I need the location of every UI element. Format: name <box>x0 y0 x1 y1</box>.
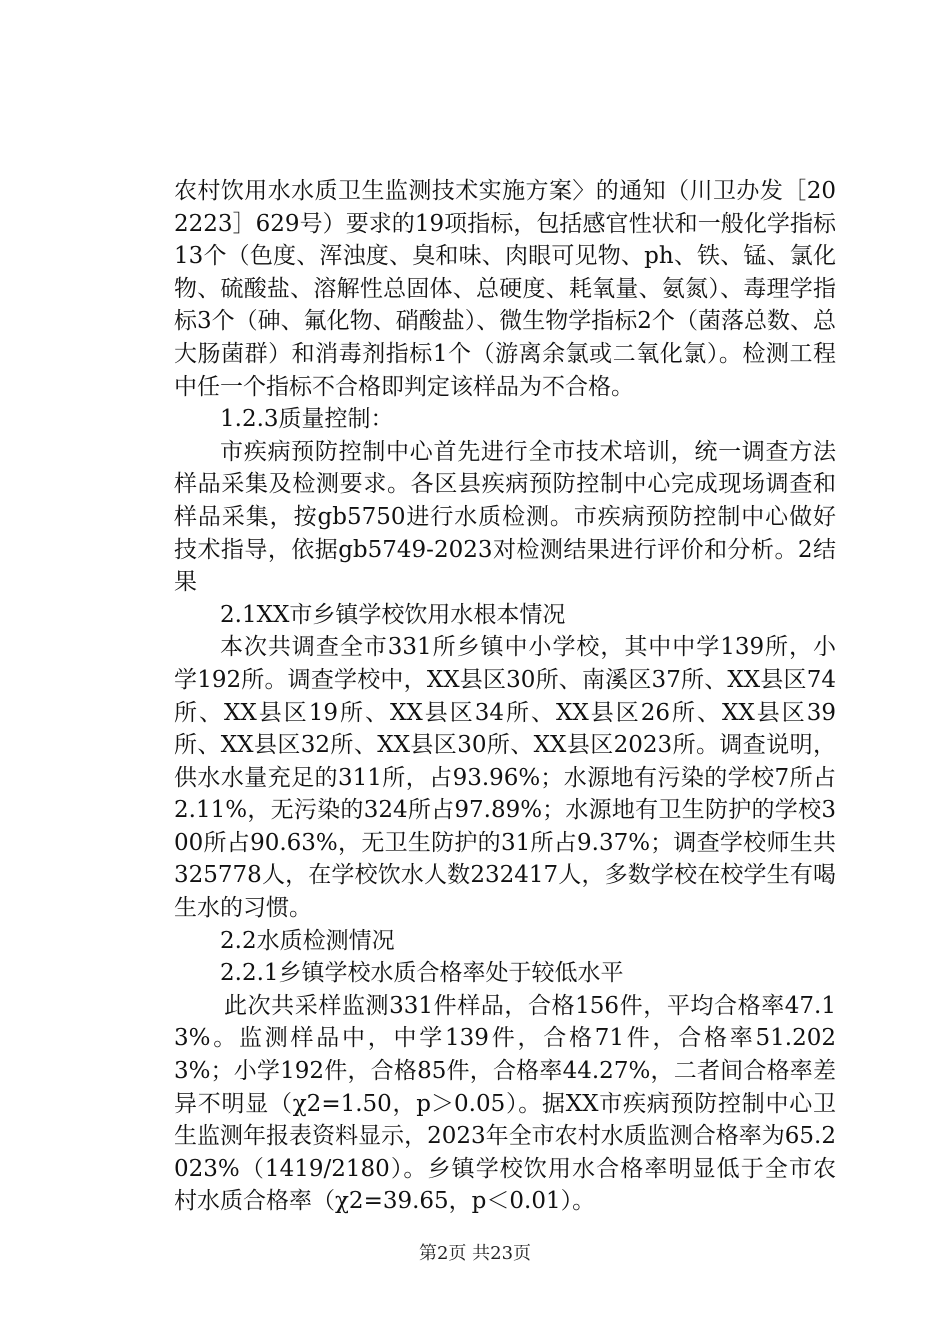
document-body <box>174 175 836 1218</box>
heading-water-testing: 2.2水质检测情况 <box>220 927 395 954</box>
paragraph-qualification-rate: 此次共采样监测331件样品，合格156件，平均合格率47.13%。监测样品中，中学139件，合格71件，合格率51.2023%；小学192件，合格85件，合格率44.27%，二者间合格率差异不明显（χ2=1.50，p＞0.05）。据XX市疾病预防控制中心卫生监测年报表资料显示，2023年全市农村水质监测合格率为65.2023%（1419/2180）。乡镇学校饮用水合格率明显低于全市农村水质合格率（χ2=39.65，p＜0.01）。 <box>174 992 836 1215</box>
heading-qualification-rate: 2.2.1乡镇学校水质合格率处于较低水平 <box>220 960 624 987</box>
page-footer: 第2页 共23页 <box>418 1243 532 1264</box>
heading-basic-situation: 2.1XX市乡镇学校饮用水根本情况 <box>220 601 566 628</box>
paragraph-quality-control: 市疾病预防控制中心首先进行全市技术培训，统一调查方法样品采集及检测要求。各区县疾病预防控制中心完成现场调查和样品采集，按gb5750进行水质检测。市疾病预防控制中心做好技术指导，依据gb5749-2023对检测结果进行评价和分析。2结果 <box>174 438 836 596</box>
paragraph-indicators: 农村饮用水水质卫生监测技术实施方案〉的通知（川卫办发［202223］629号）要求的19项指标，包括感官性状和一般化学指标13个（色度、浑浊度、臭和味、肉眼可见物、ph、铁、锰、氯化物、硫酸盐、溶解性总固体、总硬度、耗氧量、氨氮）、毒理学指标3个（砷、氟化物、硝酸盐）、微生物学指标2个（菌落总数、总大肠菌群）和消毒剂指标1个（游离余氯或二氧化氯）。检测工程中任一个指标不合格即判定该样品为不合格。 <box>174 178 836 400</box>
heading-quality-control: 1.2.3质量控制： <box>220 406 394 433</box>
paragraph-basic-situation: 本次共调查全市331所乡镇中小学校，其中中学139所，小学192所。调查学校中，XX县区30所、南溪区37所、XX县区74所、XX县区19所、XX县区34所、XX县区26所、XX县区39所、XX县区32所、XX县区30所、XX县区2023所。调查说明，供水水量充足的311所，占93.96%；水源地有污染的学校7所占2.11%，无污染的324所占97.89%；水源地有卫生防护的学校300所占90.63%，无卫生防护的31所占9.37%；调查学校师生共325778人，在学校饮水人数232417人，多数学校在校学生有喝生水的习惯。 <box>174 634 836 922</box>
